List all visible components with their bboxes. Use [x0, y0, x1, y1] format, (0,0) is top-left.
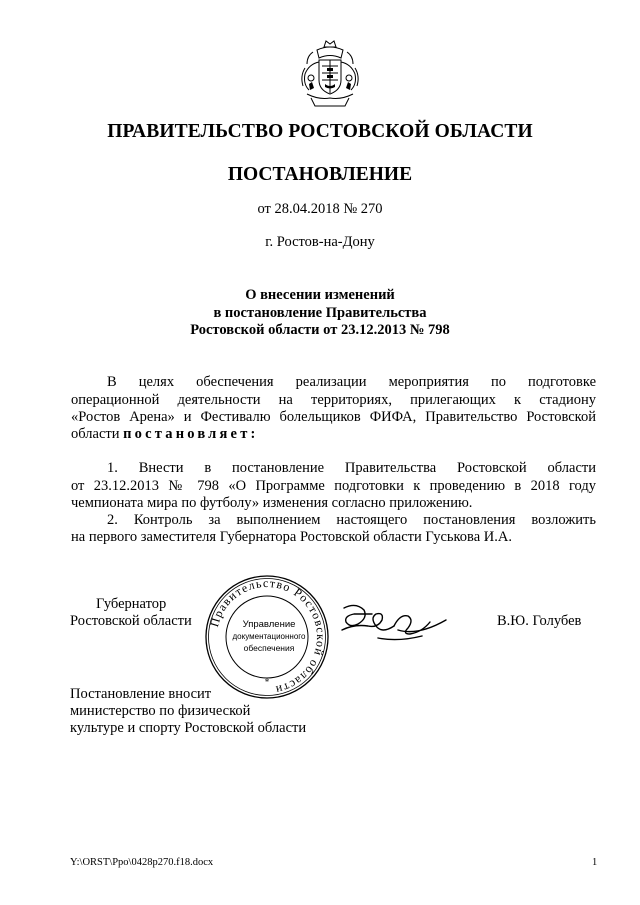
- preamble-line-1: В целях обеспечения реализации мероприятия по подготовке: [107, 374, 596, 390]
- date-and-number: от 28.04.2018 № 270: [257, 201, 383, 217]
- subject-line-1: О внесении изменений: [245, 287, 395, 303]
- note-line-2: министерство по физической: [70, 703, 251, 719]
- government-heading: ПРАВИТЕЛЬСТВО РОСТОВСКОЙ ОБЛАСТИ: [107, 121, 533, 142]
- item-2-line-1: 2. Контроль за выполнением настоящего постановления возложить: [107, 512, 596, 528]
- seal-star-icon: *: [264, 677, 270, 687]
- seal-inner-line-3: обеспечения: [243, 643, 295, 653]
- document-type-heading: ПОСТАНОВЛЕНИЕ: [227, 164, 413, 185]
- resolves-keyword: постановляет:: [123, 426, 259, 442]
- seal-ring-text: Правительство Ростовской области: [207, 575, 329, 698]
- subject-line-2: в постановление Правительства: [213, 305, 427, 321]
- item-2-line-2: на первого заместителя Губернатора Ростовской области Гуськова И.А.: [71, 529, 512, 545]
- note-line-1: Постановление вносит: [70, 686, 212, 702]
- seal-inner-line-2: документационного: [232, 632, 306, 641]
- page-number: 1: [592, 857, 598, 868]
- file-path: Y:\ORST\Ppo\0428p270.f18.docx: [70, 857, 214, 868]
- handwritten-signature: [338, 600, 456, 646]
- signatory-title-line-1: Губернатор: [96, 596, 167, 612]
- item-1-line-1: 1. Внести в постановление Правительства Ростовской области: [107, 460, 596, 476]
- note-line-3: культуре и спорту Ростовской области: [70, 720, 307, 736]
- coat-of-arms-emblem: [297, 38, 363, 110]
- signatory-name: В.Ю. Голубев: [497, 613, 582, 629]
- item-1-line-3: чемпионата мира по футболу» изменения согласно приложению.: [71, 495, 473, 511]
- preamble-line-3: «Ростов Арена» и Фестивалю болельщиков ФИФА, Правительство Ростовской: [71, 409, 596, 425]
- official-seal-stamp: [203, 573, 331, 701]
- preamble-line-2: операционной деятельности на территориях, прилегающих к стадиону: [71, 392, 596, 408]
- city: г. Ростов-на-Дону: [265, 234, 375, 250]
- preamble-prefix: области: [71, 426, 124, 442]
- subject-line-3: Ростовской области от 23.12.2013 № 798: [190, 322, 450, 338]
- seal-inner-line-1: Управление: [242, 619, 296, 630]
- signatory-title-line-2: Ростовской области: [70, 613, 192, 629]
- item-1-line-2: от 23.12.2013 № 798 «О Программе подготовки к проведению в 2018 году: [71, 478, 596, 494]
- preamble-line-4: [71, 426, 596, 443]
